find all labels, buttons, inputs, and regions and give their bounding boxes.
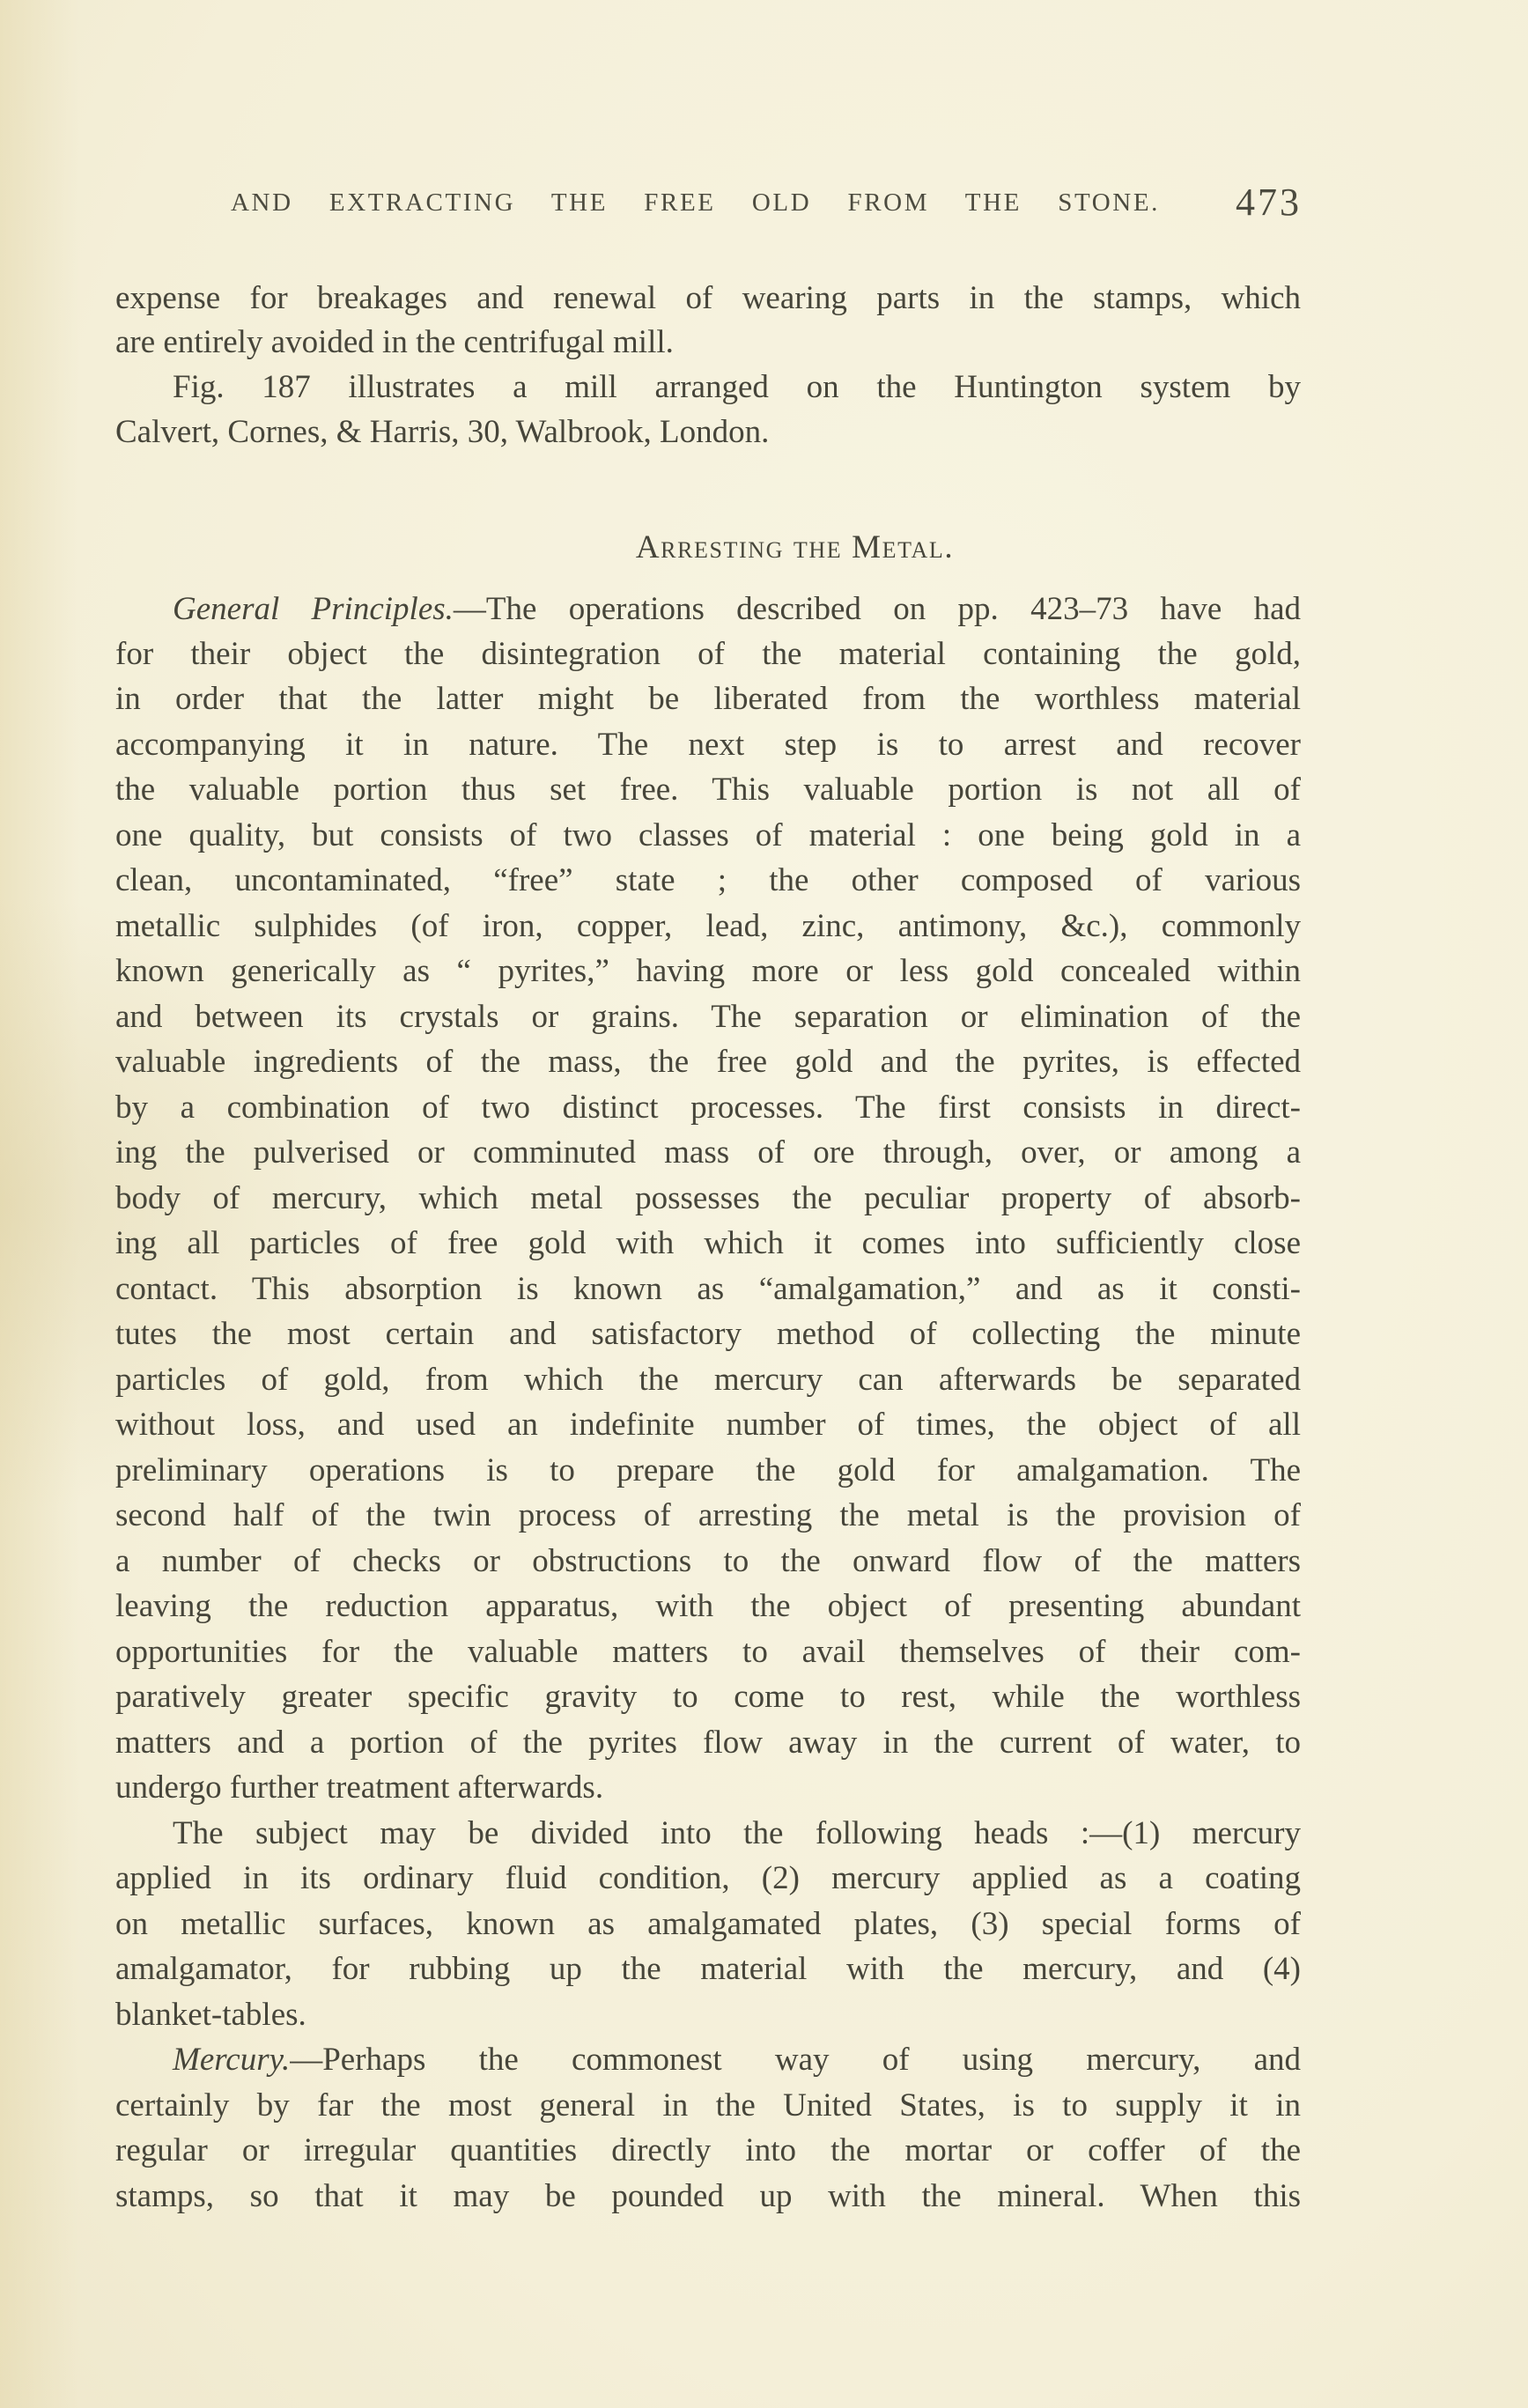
text-line xyxy=(173,587,1301,632)
text-line: body of mercury, which metal possesses the peculiar property of absorb- xyxy=(115,1180,1301,1216)
running-head-title: AND EXTRACTING THE FREE OLD FROM THE STONE. xyxy=(231,188,1160,217)
text-line-content: —Perhaps the commonest way of using mercury, and xyxy=(290,2042,1301,2078)
text-line: leaving the reduction apparatus, with the object of presenting abundant xyxy=(115,1588,1301,1624)
text-line: amalgamator, for rubbing up the material with the mercury, and (4) xyxy=(115,1951,1301,1987)
text-line: tutes the most certain and satisfactory method of collecting the minute xyxy=(115,1316,1301,1352)
text-line: regular or irregular quantities directly into the mortar or coffer of the xyxy=(115,2132,1301,2168)
text-line: undergo further treatment afterwards. xyxy=(115,1769,604,1806)
text-line: in order that the latter might be liberated from the worthless material xyxy=(115,681,1301,717)
text-line: ing all particles of free gold with which it comes into sufficiently close xyxy=(115,1225,1301,1261)
text-line: for their object the disintegration of the material containing the gold, xyxy=(115,636,1301,672)
text-line: second half of the twin process of arresting the metal is the provision of xyxy=(115,1497,1301,1533)
text-line: certainly by far the most general in the United States, is to supply it in xyxy=(115,2087,1301,2124)
text-line: metallic sulphides (of iron, copper, lead, zinc, antimony, &c.), commonly xyxy=(115,908,1301,944)
text-line: Fig. 187 illustrates a mill arranged on the Huntington system by xyxy=(173,369,1301,405)
page-number: 473 xyxy=(1236,181,1302,224)
text-line: expense for breakages and renewal of wearing parts in the stamps, which xyxy=(115,280,1301,316)
text-line-content: —The operations described on pp. 423–73 have had xyxy=(453,591,1301,627)
text-line: known generically as “ pyrites,” having more or less gold concealed within xyxy=(115,953,1301,989)
text-line: clean, uncontaminated, “free” state ; the other composed of various xyxy=(115,862,1301,898)
text-line: by a combination of two distinct processes. The first consists in direct- xyxy=(115,1090,1301,1126)
text-line: blanket-tables. xyxy=(115,1997,306,2033)
text-line: preliminary operations is to prepare the gold for amalgamation. The xyxy=(115,1452,1301,1488)
text-line: the valuable portion thus set free. This valuable portion is not all of xyxy=(115,772,1301,808)
text-line: one quality, but consists of two classes of material : one being gold in a xyxy=(115,817,1301,853)
section-heading-text: Arresting the Metal. xyxy=(635,529,955,565)
text-line: valuable ingredients of the mass, the free gold and the pyrites, is effected xyxy=(115,1044,1301,1080)
text-line: matters and a portion of the pyrites flow away in the current of water, to xyxy=(115,1725,1301,1761)
running-head xyxy=(231,181,1302,224)
section-heading xyxy=(0,527,1528,569)
text-line: without loss, and used an indefinite number of times, the object of all xyxy=(115,1407,1301,1443)
text-line: on metallic surfaces, known as amalgamated plates, (3) special forms of xyxy=(115,1906,1301,1942)
text-line: are entirely avoided in the centrifugal mill. xyxy=(115,324,674,360)
text-line: Calvert, Cornes, & Harris, 30, Walbrook, London. xyxy=(115,414,770,450)
text-line: a number of checks or obstructions to the onward flow of the matters xyxy=(115,1543,1301,1579)
text-line: ing the pulverised or comminuted mass of ore through, over, or among a xyxy=(115,1134,1301,1171)
paragraph-lead-in: General Principles. xyxy=(173,591,454,627)
paragraph-lead-in: Mercury. xyxy=(173,2042,291,2078)
text-line: and between its crystals or grains. The separation or elimination of the xyxy=(115,999,1301,1035)
text-line: stamps, so that it may be pounded up with the mineral. When this xyxy=(115,2178,1301,2214)
text-line: The subject may be divided into the following heads :—(1) mercury xyxy=(173,1815,1301,1851)
text-line xyxy=(173,2037,1301,2083)
text-line: applied in its ordinary fluid condition, (2) mercury applied as a coating xyxy=(115,1860,1301,1896)
text-line: contact. This absorption is known as “amalgamation,” and as it consti- xyxy=(115,1271,1301,1307)
text-line: paratively greater specific gravity to come to rest, while the worthless xyxy=(115,1679,1301,1715)
text-line: accompanying it in nature. The next step is to arrest and recover xyxy=(115,727,1301,763)
text-line: opportunities for the valuable matters to avail themselves of their com- xyxy=(115,1634,1301,1670)
text-line: particles of gold, from which the mercury can afterwards be separated xyxy=(115,1362,1301,1398)
